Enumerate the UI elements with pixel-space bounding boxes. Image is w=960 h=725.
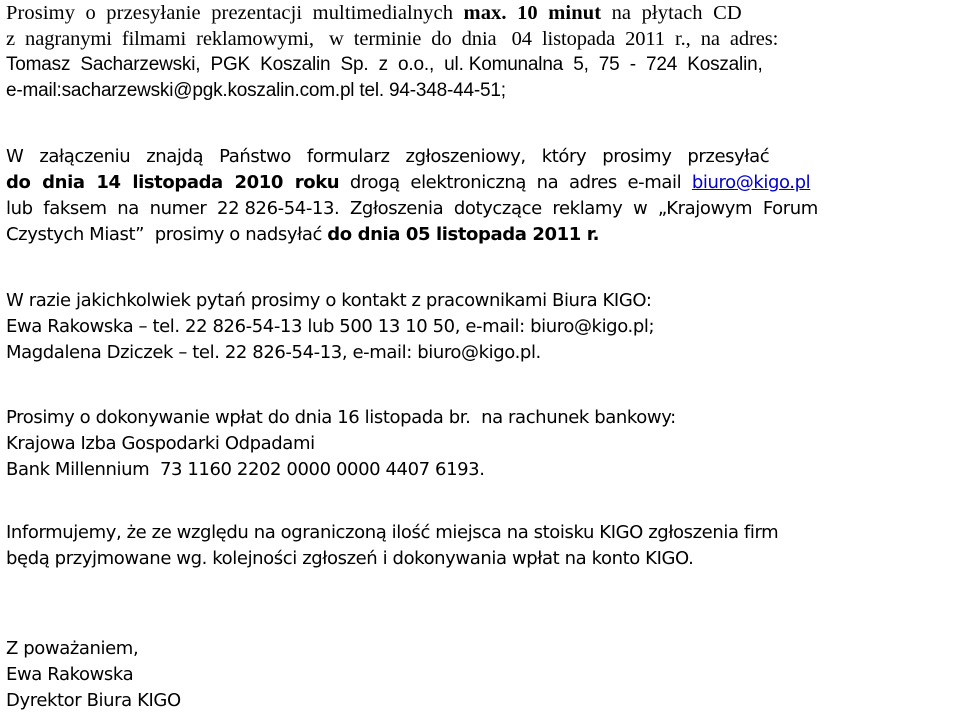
paragraph-payment-info xyxy=(6,405,676,483)
paragraph-line: Magdalena Dziczek – tel. 22 826-54-13, e-mail: biuro@kigo.pl. xyxy=(6,342,541,363)
text-segment: drogą elektroniczną na adres e-mail xyxy=(339,172,692,193)
paragraph-line: e-mail:sacharzewski@pgk.koszalin.com.pl tel. 94-348-44-51; xyxy=(6,80,506,101)
paragraph-line: Bank Millennium 73 1160 2202 0000 0000 4407 6193. xyxy=(6,459,485,480)
text-segment: Prosimy o przesyłanie prezentacji multimedialnych xyxy=(6,2,464,24)
email-link[interactable]: biuro@kigo.pl xyxy=(691,172,811,193)
signatory-title: Dyrektor Biura KIGO xyxy=(6,690,181,711)
paragraph-line: W załączeniu znajdą Państwo formularz zgłoszeniowy, który prosimy przesyłać xyxy=(6,146,770,167)
bold-deadline: do dnia 14 listopada 2010 roku xyxy=(6,172,340,193)
paragraph-line xyxy=(6,0,946,26)
paragraph-submission-info xyxy=(6,0,946,104)
paragraph-line: będą przyjmowane wg. kolejności zgłoszeń i dokonywania wpłat na konto KIGO. xyxy=(6,548,694,569)
paragraph-line xyxy=(6,222,956,248)
paragraph-contact-info xyxy=(6,288,654,366)
bold-duration: max. 10 minut xyxy=(463,2,602,24)
signatory-name: Ewa Rakowska xyxy=(6,664,134,685)
paragraph-line: W razie jakichkolwiek pytań prosimy o kontakt z pracownikami Biura KIGO: xyxy=(6,290,652,311)
paragraph-line: z nagranymi filmami reklamowymi, w terminie do dnia 04 listopada 2011 r., na adres: xyxy=(6,28,779,50)
paragraph-form-info xyxy=(6,144,956,248)
paragraph-line: Prosimy o dokonywanie wpłat do dnia 16 listopada br. na rachunek bankowy: xyxy=(6,407,676,428)
paragraph-line: Ewa Rakowska – tel. 22 826-54-13 lub 500 13 10 50, e-mail: biuro@kigo.pl; xyxy=(6,316,655,337)
text-segment: na płytach CD xyxy=(601,2,742,24)
paragraph-line xyxy=(6,170,956,196)
paragraph-line: lub faksem na numer 22 826-54-13. Zgłoszenia dotyczące reklamy w „Krajowym Forum xyxy=(6,198,818,219)
paragraph-stand-info xyxy=(6,520,778,572)
paragraph-line: Krajowa Izba Gospodarki Odpadami xyxy=(6,433,315,454)
paragraph-line: Informujemy, że ze względu na ograniczoną ilość miejsca na stoisku KIGO zgłoszenia firm xyxy=(6,522,779,543)
closing-signature xyxy=(6,636,181,714)
text-segment: Czystych Miast” prosimy o nadsyłać xyxy=(6,224,328,245)
closing-greeting: Z poważaniem, xyxy=(6,638,139,659)
paragraph-line: Tomasz Sacharzewski, PGK Koszalin Sp. z o.o., ul. Komunalna 5, 75 - 724 Koszalin, xyxy=(6,54,763,75)
bold-deadline: do dnia 05 listopada 2011 r. xyxy=(327,224,600,245)
